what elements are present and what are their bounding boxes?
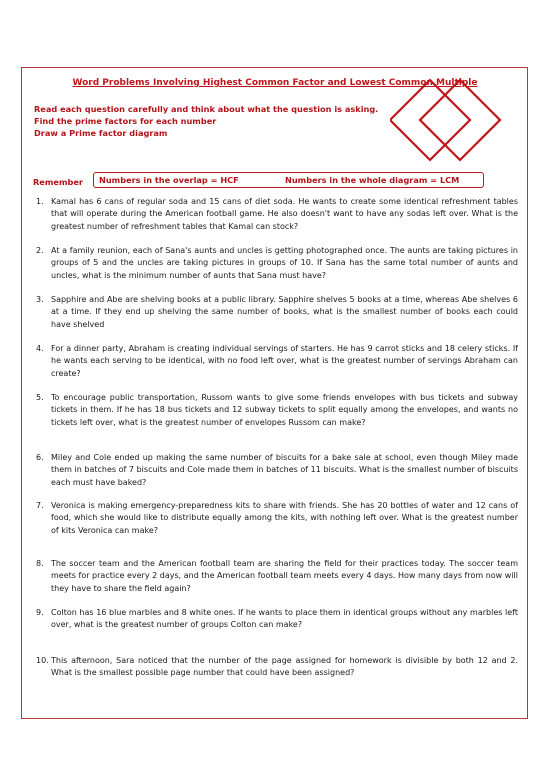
question-text: At a family reunion, each of Sana's aunts and uncles is getting photographed once. The aunts are taking pictures in groups of 5 and the uncles are taking pictures in groups of 10. If Sana has the same total number of aunts and uncles, what is the minimum number of aunts that Sana must have? <box>51 246 518 280</box>
question-text: Sapphire and Abe are shelving books at a public library. Sapphire shelves 5 books at a time, whereas Abe shelves 6 at a time. If they end up shelving the same number of books, what is the smallest number of books each could have shelved <box>51 295 518 329</box>
page-title: Word Problems Involving Highest Common Factor and Lowest Common Multiple <box>72 78 478 88</box>
question-text: For a dinner party, Abraham is creating individual servings of starters. He has 9 carrot sticks and 18 celery sticks. If he wants each serving to be identical, with no food left over, what is the greatest number of servings Abraham can create? <box>51 344 518 378</box>
overlap-hcf-note: Numbers in the overlap = HCF <box>99 175 239 185</box>
question-item <box>36 452 518 489</box>
question-number: 5. <box>36 393 44 402</box>
overlapping-diamonds-diagram <box>390 66 502 172</box>
whole-lcm-note: Numbers in the whole diagram = LCM <box>285 175 460 185</box>
question-number: 6. <box>36 453 44 462</box>
instruction-line-3: Draw a Prime factor diagram <box>34 128 168 138</box>
question-item <box>36 245 518 282</box>
instruction-line-1: Read each question carefully and think about what the question is asking. <box>34 104 379 114</box>
question-item <box>36 294 518 331</box>
question-text: To encourage public transportation, Russom wants to give some friends envelopes with bus tickets and subway tickets in them. If he has 18 bus tickets and 12 subway tickets to split equally among the envelopes, and wants no tickets left over, what is the greatest number of envelopes Russom can make? <box>51 393 518 427</box>
remember-box <box>93 172 484 188</box>
question-item <box>36 655 518 680</box>
question-text: The soccer team and the American football team are sharing the field for their practices today. The soccer team meets for practice every 2 days, and the American football team meets every 4 days. How many days from now will they have to share the field again? <box>51 559 518 593</box>
question-text: Colton has 16 blue marbles and 8 white ones. If he wants to place them in identical groups without any marbles left over, what is the greatest number of groups Colton can make? <box>51 608 518 630</box>
question-number: 7. <box>36 501 44 510</box>
question-text: Miley and Cole ended up making the same number of biscuits for a bake sale at school, even though Miley made them in batches of 7 biscuits and Cole made them in batches of 11 biscuits. What is the smallest number of biscuits each must have baked? <box>51 453 518 487</box>
question-number: 3. <box>36 295 44 304</box>
question-text: This afternoon, Sara noticed that the number of the page assigned for homework is divisible by both 12 and 2. What is the smallest possible page number that could have been assigned? <box>51 656 518 678</box>
question-text: Veronica is making emergency-preparedness kits to share with friends. She has 20 bottles of water and 12 cans of food, which she would like to distribute equally among the kits, with nothing left over. What is the greatest number of kits Veronica can make? <box>51 501 518 535</box>
question-number: 1. <box>36 197 44 206</box>
question-number: 8. <box>36 559 44 568</box>
instruction-line-2: Find the prime factors for each number <box>34 116 217 126</box>
right-diamond <box>420 80 500 160</box>
question-number: 2. <box>36 246 44 255</box>
question-item <box>36 196 518 233</box>
question-item <box>36 343 518 380</box>
remember-label: Remember <box>33 177 83 187</box>
question-number: 9. <box>36 608 44 617</box>
question-number: 10. <box>36 656 49 665</box>
question-number: 4. <box>36 344 44 353</box>
left-diamond <box>390 80 470 160</box>
question-item <box>36 392 518 429</box>
question-item <box>36 558 518 595</box>
question-text: Kamal has 6 cans of regular soda and 15 cans of diet soda. He wants to create some identical refreshment tables that will operate during the American football game. He also doesn't want to have any sodas left over. What is the greatest number of refreshment tables that Kamal can stock? <box>51 197 518 231</box>
question-item <box>36 607 518 632</box>
question-item <box>36 500 518 537</box>
